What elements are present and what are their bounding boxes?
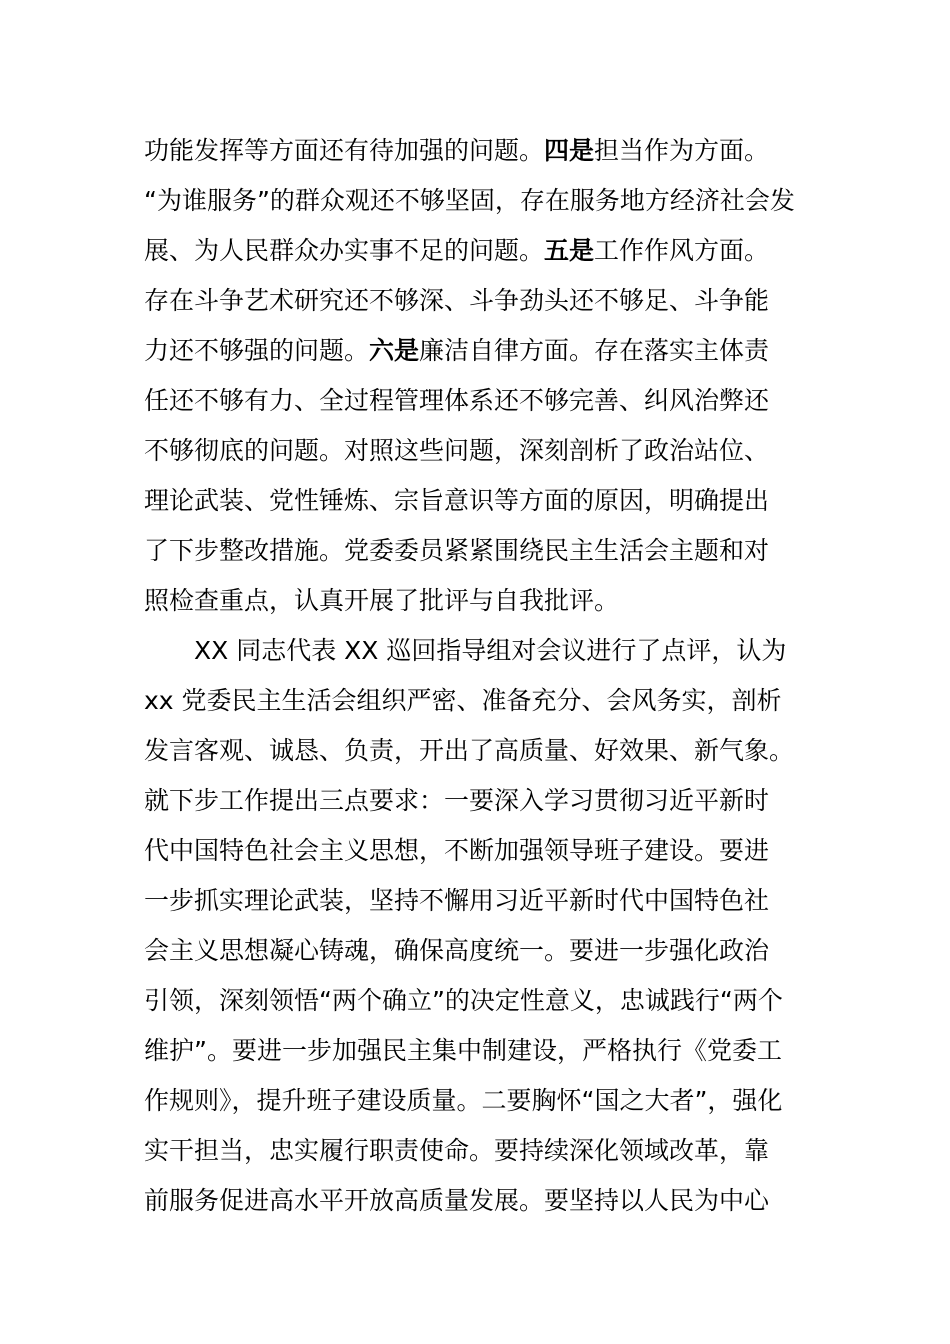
text-line [144,376,844,426]
text-line [144,476,844,526]
document-body [144,126,844,1226]
text-segment: 照检查重点，认真开展了批评与自我批评。 [144,586,620,615]
text-line [144,426,844,476]
text-line [144,1176,844,1226]
text-segment: 廉洁自律方面。存在落实主体责 [419,336,770,365]
text-segment: 会主义思想凝心铸魂，确保高度统一。要进一步强化政治 [144,936,770,965]
text-line [144,526,844,576]
text-line [144,676,844,726]
text-line [144,1126,844,1176]
text-segment: xx 党委民主生活会组织严密、准备充分、会风务实，剖析 [144,686,782,715]
text-segment: 引领，深刻领悟“两个确立”的决定性意义，忠诚践行“两个 [144,986,783,1015]
text-segment: 前服务促进高水平开放高质量发展。要坚持以人民为中心 [144,1186,770,1215]
text-line [144,776,844,826]
text-segment: 功能发挥等方面还有待加强的问题。 [144,136,545,165]
text-segment: 理论武装、党性锤炼、宗旨意识等方面的原因，明确提出 [144,486,770,515]
text-segment: XX 同志代表 XX 巡回指导组对会议进行了点评，认为 [194,636,787,665]
text-segment: 作规则》，提升班子建设质量。二要胸怀“国之大者”，强化 [144,1086,783,1115]
text-segment: 存在斗争艺术研究还不够深、斗争劲头还不够足、斗争能 [144,286,770,315]
text-line [144,276,844,326]
text-segment: 代中国特色社会主义思想，不断加强领导班子建设。要进 [144,836,770,865]
text-line [144,1076,844,1126]
text-segment: 实干担当，忠实履行职责使命。要持续深化领域改革，靠 [144,1136,770,1165]
text-line [144,826,844,876]
text-line [144,576,844,626]
text-segment: 发言客观、诚恳、负责，开出了高质量、好效果、新气象。 [144,736,795,765]
text-segment: 就下步工作提出三点要求：一要深入学习贯彻习近平新时 [144,786,770,815]
bold-marker: 五是 [544,236,595,265]
text-segment: 担当作为方面。 [594,136,770,165]
text-segment: 任还不够有力、全过程管理体系还不够完善、纠风治弊还 [144,386,770,415]
text-line [144,1026,844,1076]
text-segment: 维护”。要进一步加强民主集中制建设，严格执行《党委工 [144,1036,782,1065]
text-segment: 工作作风方面。 [594,236,770,265]
text-line [144,926,844,976]
paragraph [144,626,844,1226]
text-line [144,976,844,1026]
paragraph [144,126,844,626]
text-line [144,876,844,926]
text-line [144,326,844,376]
text-segment: 不够彻底的问题。对照这些问题，深刻剖析了政治站位、 [144,436,770,465]
text-line [144,726,844,776]
text-line [144,176,844,226]
text-segment: 力还不够强的问题。 [144,336,370,365]
bold-marker: 四是 [544,136,595,165]
text-segment: 一步抓实理论武装，坚持不懈用习近平新时代中国特色社 [144,886,770,915]
text-segment: 展、为人民群众办实事不足的问题。 [144,236,545,265]
text-line [144,226,844,276]
text-line [144,126,844,176]
text-line [144,626,844,676]
text-segment: “为谁服务”的群众观还不够坚固，存在服务地方经济社会发 [144,186,795,215]
bold-marker: 六是 [369,336,420,365]
text-segment: 了下步整改措施。党委委员紧紧围绕民主生活会主题和对 [144,536,770,565]
